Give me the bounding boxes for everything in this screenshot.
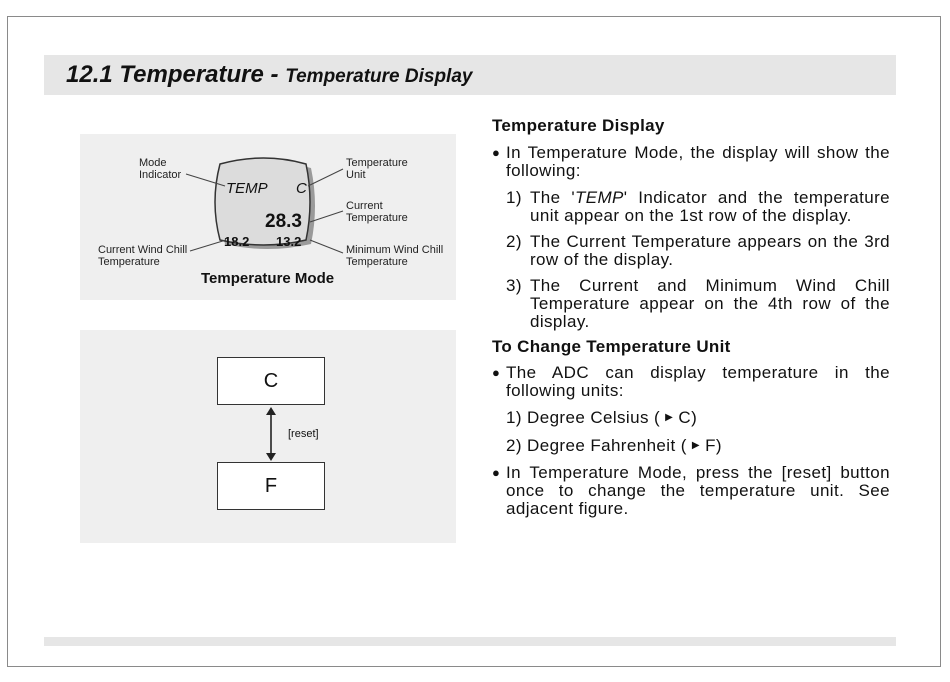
unit-text: 1) Degree Celsius ( bbox=[506, 408, 661, 427]
bullet-text: The ADC can display temperature in the following units: bbox=[506, 363, 890, 400]
unit-symbol: C) bbox=[678, 408, 698, 427]
item-number: 1) bbox=[506, 188, 522, 207]
unit-text: 2) Degree Fahrenheit ( bbox=[506, 436, 687, 455]
bullet-item bbox=[492, 464, 890, 518]
label-line: Minimum Wind Chill bbox=[346, 244, 444, 256]
bullet-dot-icon: ● bbox=[492, 365, 501, 380]
item-text: The Current Temperature appears on the 3rd row of the display. bbox=[530, 232, 890, 269]
lcd-unit-indicator: C bbox=[296, 180, 307, 197]
label-line: Temperature bbox=[346, 256, 408, 268]
lcd-current-temperature: 28.3 bbox=[265, 211, 302, 232]
item-text-part: The ' bbox=[530, 188, 575, 207]
label-line: Temperature bbox=[346, 157, 408, 169]
item-text-part: ' Indicator and the temperature unit appear on the 1st row of the display. bbox=[530, 188, 890, 225]
unit-item bbox=[506, 409, 890, 427]
label-line: Current bbox=[346, 200, 383, 212]
mode-indicator-label bbox=[139, 157, 181, 181]
lcd-minimum-wind-chill: 13.2 bbox=[276, 234, 302, 249]
unit-item bbox=[506, 437, 890, 455]
temperature-mode-caption: Temperature Mode bbox=[201, 270, 335, 287]
fahrenheit-box: F bbox=[217, 462, 325, 510]
reset-button-label: [reset] bbox=[288, 428, 319, 440]
lcd-current-wind-chill: 18.2 bbox=[224, 234, 250, 249]
section-title: 12.1 Temperature - bbox=[66, 61, 279, 88]
item-text: The Current and Minimum Wind Chill Temperature appear on the 4th row of the display. bbox=[530, 276, 890, 331]
minimum-wind-chill-label bbox=[346, 244, 443, 268]
bullet-dot-icon: ● bbox=[492, 145, 501, 160]
unit-symbol: F) bbox=[705, 436, 722, 455]
numbered-item bbox=[506, 233, 890, 269]
temp-indicator-text: TEMP bbox=[574, 188, 624, 207]
label-line: Indicator bbox=[139, 169, 182, 181]
celsius-box: C bbox=[217, 357, 325, 405]
section-subtitle: Temperature Display bbox=[285, 66, 473, 87]
footer-bar bbox=[44, 637, 896, 646]
heading-temperature-display: Temperature Display bbox=[492, 116, 665, 135]
bullet-text: In Temperature Mode, press the [reset] button once to change the temperature unit. See adjacent figure. bbox=[506, 463, 890, 518]
toggle-arrow-icon bbox=[264, 407, 278, 461]
numbered-item bbox=[506, 277, 890, 331]
item-number: 2) bbox=[506, 232, 522, 251]
temperature-unit-label bbox=[346, 157, 408, 181]
bullet-item bbox=[492, 364, 890, 400]
current-temperature-label bbox=[346, 200, 408, 224]
label-line: Unit bbox=[346, 169, 366, 181]
item-text bbox=[530, 189, 890, 225]
label-line: Current Wind Chill bbox=[98, 244, 188, 256]
lcd-mode-indicator: TEMP bbox=[226, 180, 268, 197]
bullet-dot-icon: ● bbox=[492, 465, 501, 480]
heading-change-unit: To Change Temperature Unit bbox=[492, 337, 731, 356]
label-line: Mode bbox=[139, 157, 167, 169]
current-wind-chill-label bbox=[98, 244, 187, 268]
label-line: Temperature bbox=[346, 212, 408, 224]
item-number: 3) bbox=[506, 276, 522, 295]
label-line: Temperature bbox=[98, 256, 160, 268]
numbered-item bbox=[506, 189, 890, 225]
bullet-text: In Temperature Mode, the display will show the following: bbox=[506, 143, 890, 180]
bullet-item bbox=[492, 144, 890, 180]
triangle-right-icon: ▶ bbox=[665, 412, 674, 423]
triangle-right-icon: ▶ bbox=[691, 440, 700, 451]
